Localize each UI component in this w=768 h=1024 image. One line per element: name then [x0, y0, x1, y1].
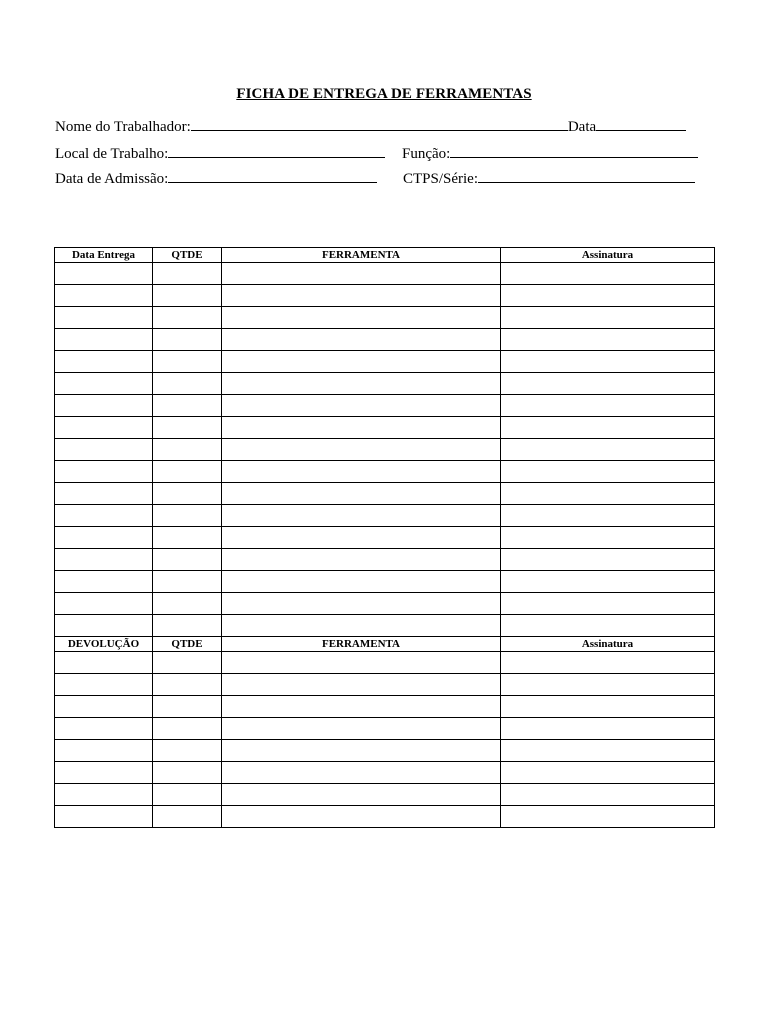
header-quantity: QTDE	[153, 637, 222, 652]
signature-cell[interactable]	[501, 784, 715, 806]
date-label: Data	[567, 119, 597, 135]
signature-cell[interactable]	[501, 674, 715, 696]
quantity-cell[interactable]	[153, 417, 222, 439]
quantity-cell[interactable]	[153, 505, 222, 527]
return-row	[55, 806, 715, 828]
tool-cell[interactable]	[222, 373, 501, 395]
quantity-cell[interactable]	[153, 762, 222, 784]
quantity-cell[interactable]	[153, 593, 222, 615]
return-row	[55, 696, 715, 718]
date-cell[interactable]	[55, 329, 153, 351]
tool-cell[interactable]	[222, 674, 501, 696]
signature-cell[interactable]	[501, 505, 715, 527]
delivery-row	[55, 593, 715, 615]
date-cell[interactable]	[55, 505, 153, 527]
signature-cell[interactable]	[501, 593, 715, 615]
header-quantity: QTDE	[153, 248, 222, 263]
tool-cell[interactable]	[222, 417, 501, 439]
date-cell[interactable]	[55, 263, 153, 285]
signature-cell[interactable]	[501, 527, 715, 549]
delivery-row	[55, 527, 715, 549]
tool-cell[interactable]	[222, 696, 501, 718]
header-delivery-date: Data Entrega	[55, 248, 153, 263]
tool-cell[interactable]	[222, 461, 501, 483]
signature-cell[interactable]	[501, 351, 715, 373]
quantity-cell[interactable]	[153, 615, 222, 637]
tool-cell[interactable]	[222, 307, 501, 329]
date-cell[interactable]	[55, 307, 153, 329]
workplace-blank[interactable]	[168, 144, 385, 158]
quantity-cell[interactable]	[153, 784, 222, 806]
quantity-cell[interactable]	[153, 806, 222, 828]
tool-cell[interactable]	[222, 351, 501, 373]
return-row	[55, 740, 715, 762]
return-header-row	[55, 637, 715, 652]
tool-cell[interactable]	[222, 395, 501, 417]
tool-cell[interactable]	[222, 263, 501, 285]
quantity-cell[interactable]	[153, 373, 222, 395]
delivery-row	[55, 329, 715, 351]
return-row	[55, 718, 715, 740]
tool-cell[interactable]	[222, 439, 501, 461]
quantity-cell[interactable]	[153, 571, 222, 593]
tool-cell[interactable]	[222, 762, 501, 784]
date-cell[interactable]	[55, 674, 153, 696]
tool-cell[interactable]	[222, 483, 501, 505]
date-cell[interactable]	[55, 417, 153, 439]
signature-cell[interactable]	[501, 571, 715, 593]
date-cell[interactable]	[55, 615, 153, 637]
date-cell[interactable]	[55, 593, 153, 615]
signature-cell[interactable]	[501, 329, 715, 351]
quantity-cell[interactable]	[153, 263, 222, 285]
delivery-row	[55, 395, 715, 417]
ctps-field	[403, 169, 695, 188]
date-cell[interactable]	[55, 652, 153, 674]
date-blank[interactable]	[596, 117, 686, 131]
date-cell[interactable]	[55, 549, 153, 571]
date-cell[interactable]	[55, 439, 153, 461]
return-row	[55, 762, 715, 784]
header-signature: Assinatura	[501, 637, 715, 652]
tool-cell[interactable]	[222, 527, 501, 549]
tool-cell[interactable]	[222, 806, 501, 828]
admission-date-blank[interactable]	[168, 169, 377, 183]
tool-cell[interactable]	[222, 593, 501, 615]
tool-cell[interactable]	[222, 329, 501, 351]
delivery-row	[55, 571, 715, 593]
date-cell[interactable]	[55, 395, 153, 417]
tool-cell[interactable]	[222, 285, 501, 307]
quantity-cell[interactable]	[153, 395, 222, 417]
ctps-blank[interactable]	[478, 169, 695, 183]
date-cell[interactable]	[55, 285, 153, 307]
date-cell[interactable]	[55, 784, 153, 806]
delivery-row	[55, 439, 715, 461]
signature-cell[interactable]	[501, 461, 715, 483]
delivery-row	[55, 461, 715, 483]
date-cell[interactable]	[55, 718, 153, 740]
date-cell[interactable]	[55, 696, 153, 718]
delivery-row	[55, 417, 715, 439]
quantity-cell[interactable]	[153, 674, 222, 696]
return-row	[55, 674, 715, 696]
tool-cell[interactable]	[222, 740, 501, 762]
quantity-cell[interactable]	[153, 696, 222, 718]
quantity-cell[interactable]	[153, 285, 222, 307]
date-cell[interactable]	[55, 461, 153, 483]
header-return: DEVOLUÇÃO	[55, 637, 153, 652]
signature-cell[interactable]	[501, 263, 715, 285]
header-tool: FERRAMENTA	[222, 637, 501, 652]
signature-cell[interactable]	[501, 718, 715, 740]
delivery-row	[55, 483, 715, 505]
role-blank[interactable]	[450, 144, 698, 158]
date-cell[interactable]	[55, 762, 153, 784]
return-row	[55, 784, 715, 806]
signature-cell[interactable]	[501, 615, 715, 637]
worker-name-blank[interactable]	[191, 117, 568, 131]
quantity-cell[interactable]	[153, 329, 222, 351]
signature-cell[interactable]	[501, 417, 715, 439]
tool-cell[interactable]	[222, 549, 501, 571]
role-label: Função:	[402, 146, 451, 162]
quantity-cell[interactable]	[153, 549, 222, 571]
workplace-label: Local de Trabalho:	[55, 146, 169, 162]
signature-cell[interactable]	[501, 696, 715, 718]
delivery-row	[55, 505, 715, 527]
ctps-label: CTPS/Série:	[403, 171, 479, 187]
header-signature: Assinatura	[501, 248, 715, 263]
signature-cell[interactable]	[501, 549, 715, 571]
header-tool: FERRAMENTA	[222, 248, 501, 263]
quantity-cell[interactable]	[153, 483, 222, 505]
signature-cell[interactable]	[501, 806, 715, 828]
quantity-cell[interactable]	[153, 439, 222, 461]
delivery-row	[55, 549, 715, 571]
tool-cell[interactable]	[222, 571, 501, 593]
signature-cell[interactable]	[501, 285, 715, 307]
admission-date-label: Data de Admissão:	[55, 171, 169, 187]
tool-cell[interactable]	[222, 652, 501, 674]
delivery-row	[55, 263, 715, 285]
form-title: FICHA DE ENTREGA DE FERRAMENTAS	[236, 86, 532, 102]
delivery-row	[55, 285, 715, 307]
quantity-cell[interactable]	[153, 527, 222, 549]
signature-cell[interactable]	[501, 307, 715, 329]
delivery-row	[55, 351, 715, 373]
signature-cell[interactable]	[501, 762, 715, 784]
signature-cell[interactable]	[501, 439, 715, 461]
tool-cell[interactable]	[222, 784, 501, 806]
date-cell[interactable]	[55, 373, 153, 395]
date-cell[interactable]	[55, 740, 153, 762]
delivery-header-row	[55, 248, 715, 263]
worker-name-label: Nome do Trabalhador:	[55, 119, 191, 135]
signature-cell[interactable]	[501, 740, 715, 762]
tool-cell[interactable]	[222, 615, 501, 637]
date-cell[interactable]	[55, 351, 153, 373]
quantity-cell[interactable]	[153, 351, 222, 373]
delivery-row	[55, 307, 715, 329]
quantity-cell[interactable]	[153, 461, 222, 483]
quantity-cell[interactable]	[153, 740, 222, 762]
return-row	[55, 652, 715, 674]
signature-cell[interactable]	[501, 395, 715, 417]
signature-cell[interactable]	[501, 373, 715, 395]
quantity-cell[interactable]	[153, 718, 222, 740]
worker-name-field	[55, 117, 686, 136]
quantity-cell[interactable]	[153, 307, 222, 329]
date-cell[interactable]	[55, 483, 153, 505]
role-field	[402, 144, 698, 163]
delivery-row	[55, 615, 715, 637]
return-table	[54, 636, 715, 828]
signature-cell[interactable]	[501, 652, 715, 674]
signature-cell[interactable]	[501, 483, 715, 505]
date-cell[interactable]	[55, 527, 153, 549]
admission-date-field	[55, 169, 377, 188]
workplace-field	[55, 144, 385, 163]
delivery-row	[55, 373, 715, 395]
tool-cell[interactable]	[222, 505, 501, 527]
date-cell[interactable]	[55, 571, 153, 593]
date-cell[interactable]	[55, 806, 153, 828]
tool-cell[interactable]	[222, 718, 501, 740]
delivery-table	[54, 247, 715, 637]
quantity-cell[interactable]	[153, 652, 222, 674]
